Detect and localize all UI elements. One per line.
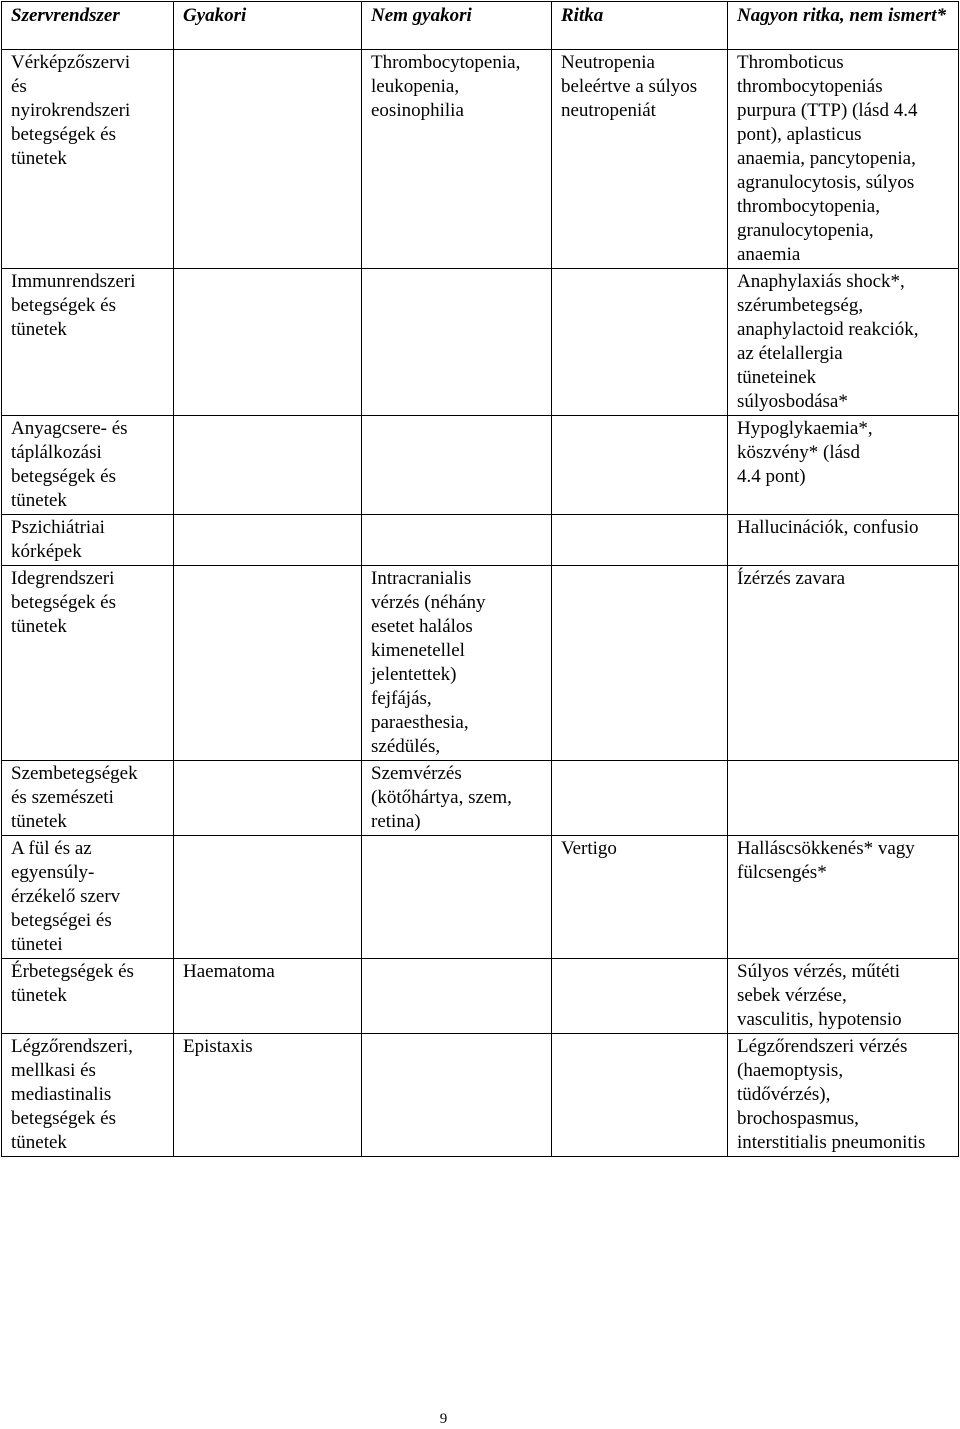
organ-cell: Érbetegségek és tünetek [2,959,174,1034]
very-rare-cell: Thromboticus thrombocytopeniás purpura (TTP) (lásd 4.4 pont), aplasticus anaemia, pancytopenia, agranulocytosis, súlyos thrombocytopenia, granulocytopenia, anaemia [728,50,959,269]
header-common: Gyakori [174,2,362,50]
organ-cell: Szembetegségek és szemészeti tünetek [2,761,174,836]
common-cell [174,515,362,566]
organ-cell: Idegrendszeri betegségek és tünetek [2,566,174,761]
side-effects-table [1,1,959,1157]
uncommon-cell [362,515,552,566]
common-cell [174,836,362,959]
common-cell [174,761,362,836]
rare-cell [552,761,728,836]
header-uncommon: Nem gyakori [362,2,552,50]
very-rare-cell: Légzőrendszeri vérzés (haemoptysis, tüdővérzés), brochospasmus, interstitialis pneumonitis [728,1034,959,1157]
rare-cell [552,566,728,761]
rare-cell [552,1034,728,1157]
rare-cell: Neutropenia beleértve a súlyos neutropeniát [552,50,728,269]
very-rare-cell: Hypoglykaemia*, köszvény* (lásd 4.4 pont) [728,416,959,515]
header-rare: Ritka [552,2,728,50]
rare-cell [552,515,728,566]
header-very-rare: Nagyon ritka, nem ismert* [728,2,959,50]
uncommon-cell [362,416,552,515]
rare-cell: Vertigo [552,836,728,959]
uncommon-cell [362,836,552,959]
common-cell: Epistaxis [174,1034,362,1157]
table-row [2,761,959,836]
organ-cell: Pszichiátriai kórképek [2,515,174,566]
common-cell [174,416,362,515]
rare-cell [552,269,728,416]
very-rare-cell: Anaphylaxiás shock*, szérumbetegség, anaphylactoid reakciók, az ételallergia tüneteinek súlyosbodása* [728,269,959,416]
very-rare-cell: Súlyos vérzés, műtéti sebek vérzése, vasculitis, hypotensio [728,959,959,1034]
table-row [2,836,959,959]
common-cell [174,566,362,761]
rare-cell [552,416,728,515]
header-organ-system: Szervrendszer [2,2,174,50]
table-row [2,1034,959,1157]
page-number: 9 [439,1411,448,1427]
common-cell [174,50,362,269]
uncommon-cell [362,1034,552,1157]
table-row [2,566,959,761]
organ-cell: Immunrendszeri betegségek és tünetek [2,269,174,416]
table-row [2,959,959,1034]
table-header-row [2,2,959,50]
very-rare-cell: Halláscsökkenés* vagy fülcsengés* [728,836,959,959]
uncommon-cell [362,269,552,416]
very-rare-cell [728,761,959,836]
organ-cell: A fül és az egyensúly- érzékelő szerv betegségei és tünetei [2,836,174,959]
uncommon-cell: Thrombocytopenia, leukopenia, eosinophilia [362,50,552,269]
rare-cell [552,959,728,1034]
organ-cell: Vérképzőszervi és nyirokrendszeri betegségek és tünetek [2,50,174,269]
common-cell: Haematoma [174,959,362,1034]
uncommon-cell [362,959,552,1034]
table-row [2,515,959,566]
very-rare-cell: Hallucinációk, confusio [728,515,959,566]
uncommon-cell: Intracranialis vérzés (néhány esetet halálos kimenetellel jelentettek) fejfájás, paraesthesia, szédülés, [362,566,552,761]
table-row [2,269,959,416]
organ-cell: Anyagcsere- és táplálkozási betegségek és tünetek [2,416,174,515]
organ-cell: Légzőrendszeri, mellkasi és mediastinalis betegségek és tünetek [2,1034,174,1157]
table-row [2,50,959,269]
table-row [2,416,959,515]
uncommon-cell: Szemvérzés (kötőhártya, szem, retina) [362,761,552,836]
very-rare-cell: Ízérzés zavara [728,566,959,761]
common-cell [174,269,362,416]
